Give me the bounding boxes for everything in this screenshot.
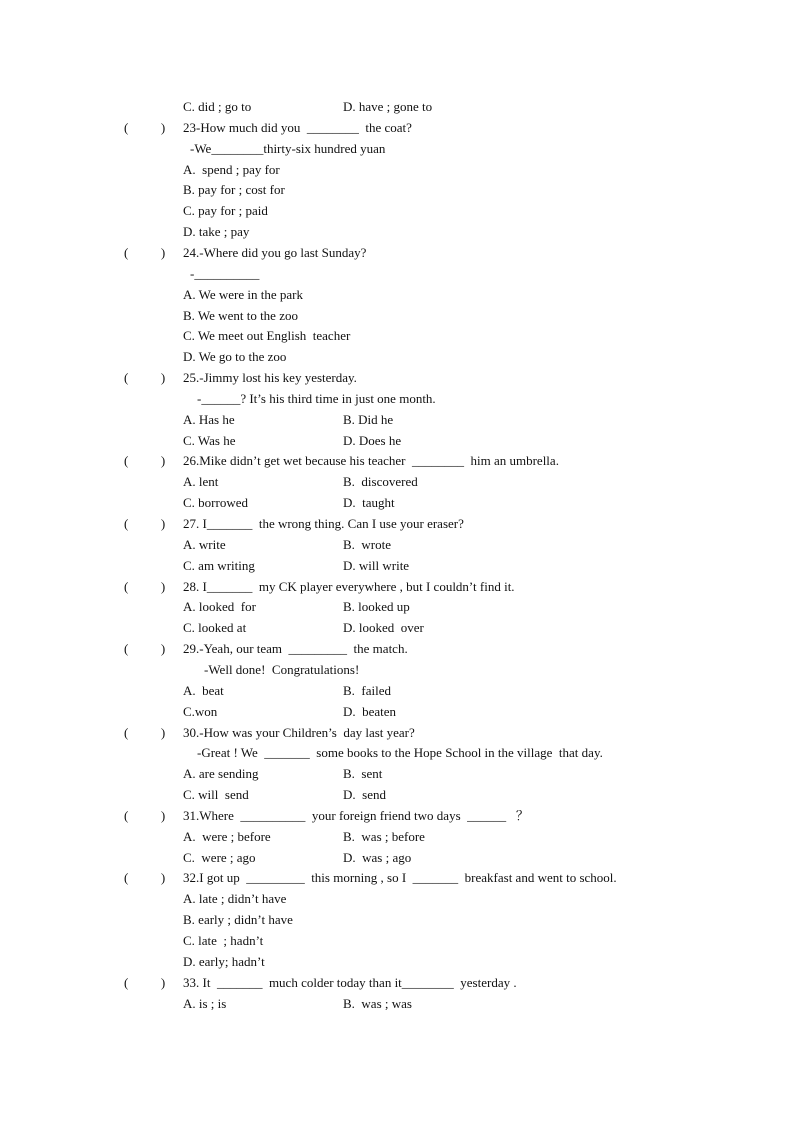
answer-blank-parentheses: ( ) — [124, 808, 166, 823]
question-stem: 27. I_______ the wrong thing. Can I use your eraser? — [183, 516, 464, 531]
answer-option: B. was ; was — [343, 996, 412, 1011]
answer-option: C. am writing — [183, 558, 255, 573]
question-stem: 32.I got up _________ this morning , so I _______ breakfast and went to school. — [183, 870, 617, 885]
option-c: C. did ; go to — [183, 99, 252, 114]
answer-option: B. We went to the zoo — [183, 308, 298, 323]
answer-option: B. Did he — [343, 412, 394, 427]
answer-option: C. will send — [183, 787, 249, 802]
answer-blank-parentheses: ( ) — [124, 725, 166, 740]
option-d: D. have ; gone to — [343, 99, 433, 114]
answer-blank-parentheses: ( ) — [124, 120, 166, 135]
answer-option: D. looked over — [343, 620, 424, 635]
answer-option: D. early; hadn’t — [183, 954, 265, 969]
answer-option: C. pay for ; paid — [183, 203, 268, 218]
answer-option: B. looked up — [343, 599, 410, 614]
answer-option: B. was ; before — [343, 829, 425, 844]
question-stem: 23-How much did you ________ the coat? — [183, 120, 412, 135]
answer-option: C. borrowed — [183, 495, 248, 510]
answer-option: D. send — [343, 787, 386, 802]
answer-option: A. looked for — [183, 599, 256, 614]
question-stem: 30.-How was your Children’s day last year? — [183, 725, 415, 740]
answer-option: C. Was he — [183, 433, 236, 448]
answer-option: C. looked at — [183, 620, 247, 635]
question-stem: 28. I_______ my CK player everywhere , but I couldn’t find it. — [183, 579, 515, 594]
answer-option: A. spend ; pay for — [183, 162, 280, 177]
answer-blank-parentheses: ( ) — [124, 870, 166, 885]
answer-option: A. write — [183, 537, 226, 552]
answer-option: C. We meet out English teacher — [183, 328, 351, 343]
answer-option: D. take ; pay — [183, 224, 250, 239]
answer-option: A. beat — [183, 683, 224, 698]
question-dialogue-line: -We________thirty-six hundred yuan — [190, 141, 386, 156]
answer-option: A. are sending — [183, 766, 259, 781]
answer-option: D. will write — [343, 558, 410, 573]
answer-option: C. were ; ago — [183, 850, 256, 865]
answer-option: B. early ; didn’t have — [183, 912, 293, 927]
answer-option: D. We go to the zoo — [183, 349, 287, 364]
answer-option: B. discovered — [343, 474, 418, 489]
answer-option: A. is ; is — [183, 996, 227, 1011]
answer-blank-parentheses: ( ) — [124, 579, 166, 594]
answer-option: A. Has he — [183, 412, 235, 427]
answer-option: C. late ; hadn’t — [183, 933, 264, 948]
answer-blank-parentheses: ( ) — [124, 516, 166, 531]
answer-blank-parentheses: ( ) — [124, 245, 166, 260]
answer-option: A. We were in the park — [183, 287, 304, 302]
answer-blank-parentheses: ( ) — [124, 641, 166, 656]
answer-blank-parentheses: ( ) — [124, 975, 166, 990]
answer-option: D. beaten — [343, 704, 397, 719]
question-dialogue-line: -______? It’s his third time in just one month. — [197, 391, 436, 406]
answer-option: A. lent — [183, 474, 219, 489]
answer-option: D. taught — [343, 495, 395, 510]
answer-option: A. were ; before — [183, 829, 271, 844]
answer-option: C.won — [183, 704, 218, 719]
answer-option: B. wrote — [343, 537, 392, 552]
answer-option: A. late ; didn’t have — [183, 891, 287, 906]
answer-blank-parentheses: ( ) — [124, 370, 166, 385]
answer-option: D. Does he — [343, 433, 402, 448]
answer-option: B. pay for ; cost for — [183, 182, 285, 197]
question-stem: 24.-Where did you go last Sunday? — [183, 245, 367, 260]
question-dialogue-line: -Well done! Congratulations! — [204, 662, 360, 677]
answer-option: B. sent — [343, 766, 383, 781]
question-stem: 29.-Yeah, our team _________ the match. — [183, 641, 408, 656]
question-stem: 25.-Jimmy lost his key yesterday. — [183, 370, 357, 385]
answer-option: B. failed — [343, 683, 392, 698]
question-stem: 31.Where __________ your foreign friend two days ______ ？ — [183, 808, 529, 823]
question-stem: 33. It _______ much colder today than it________ yesterday . — [183, 975, 517, 990]
question-dialogue-line: -Great ! We _______ some books to the Hope School in the village that day. — [197, 745, 603, 760]
answer-blank-parentheses: ( ) — [124, 453, 166, 468]
answer-option: D. was ; ago — [343, 850, 412, 865]
question-stem: 26.Mike didn’t get wet because his teacher ________ him an umbrella. — [183, 453, 559, 468]
question-dialogue-line: -__________ — [190, 266, 260, 281]
